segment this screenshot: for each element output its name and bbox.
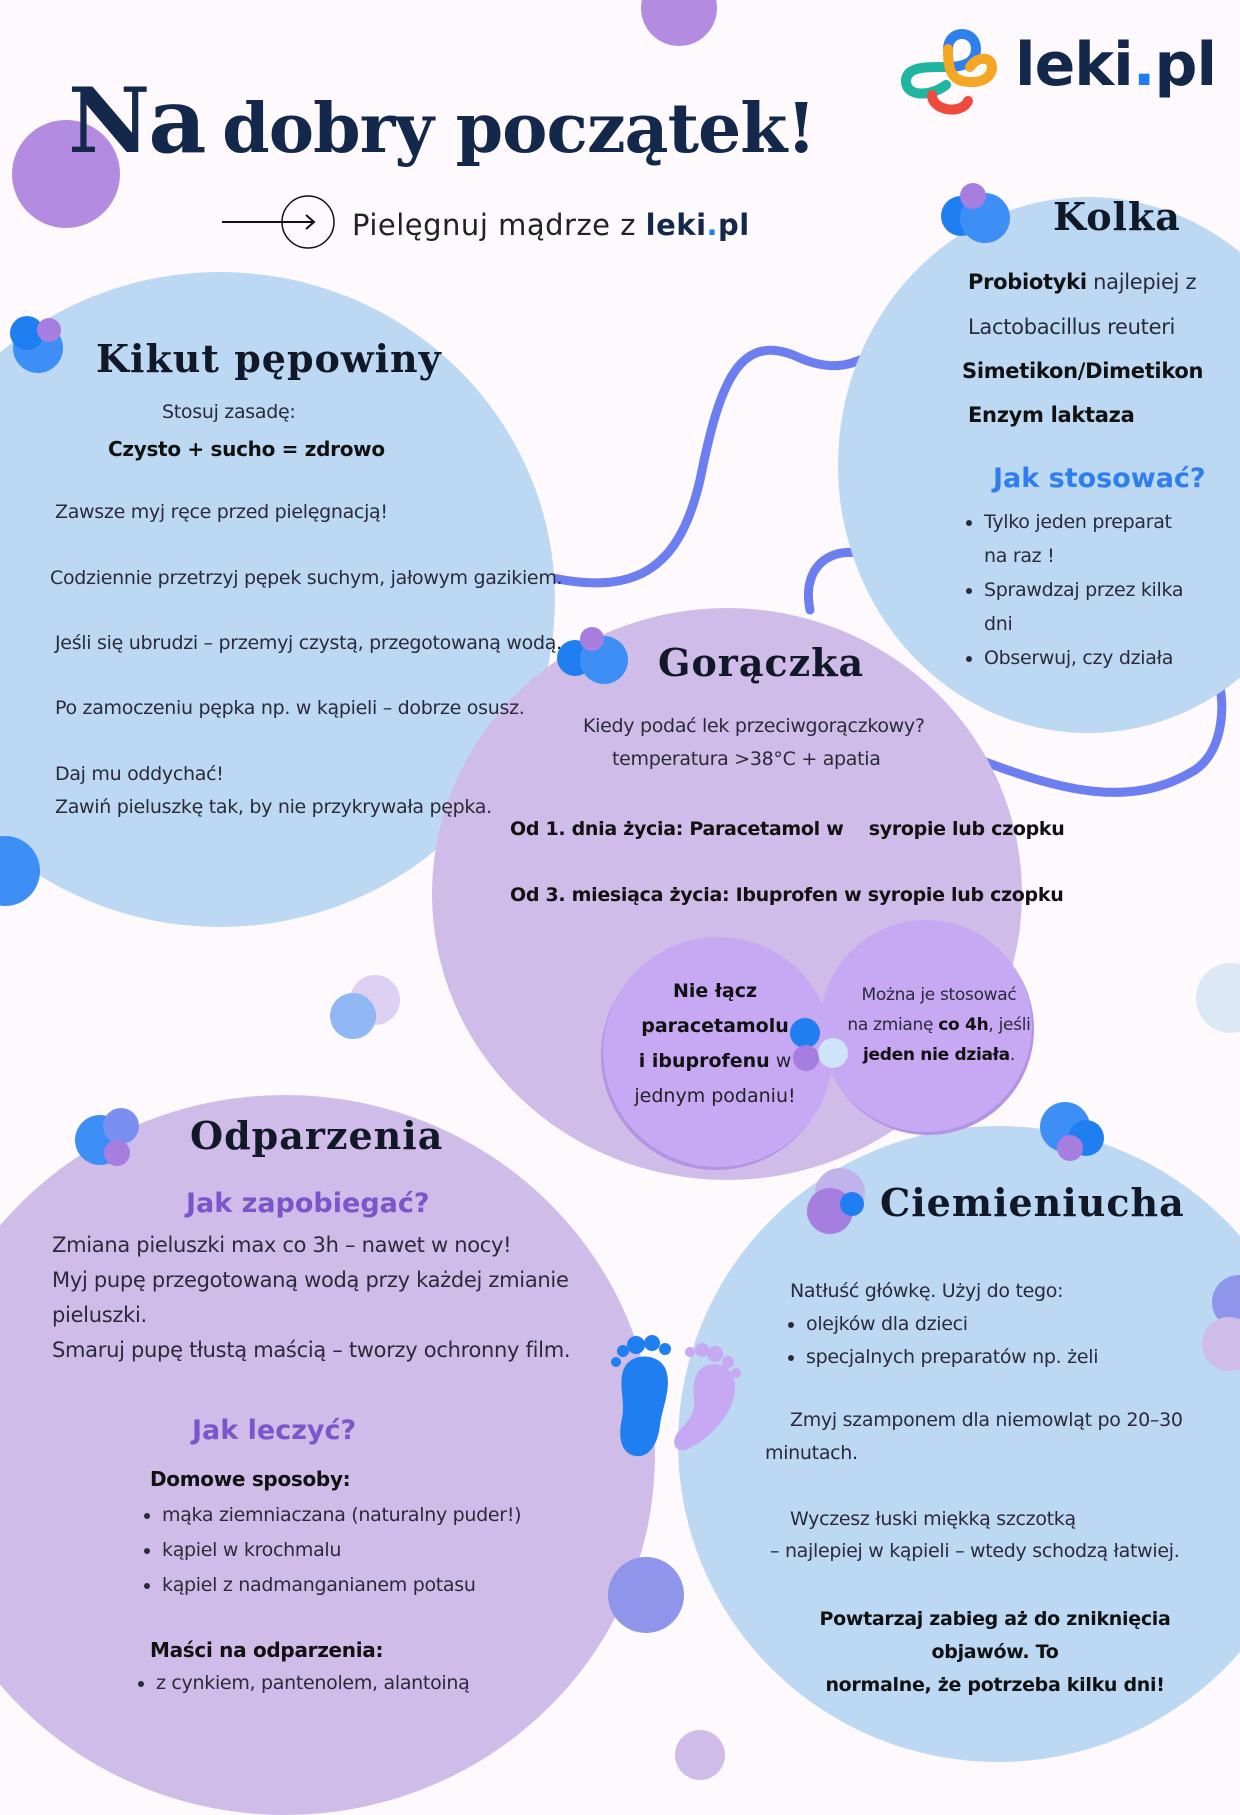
odparzenia-ointments-title: Maści na odparzenia: [150,1638,384,1662]
odparzenia-treat-title: Jak leczyć? [192,1415,357,1446]
ciemieniucha-wash: Zmyj szamponem dla niemowląt po 20–30 [790,1409,1183,1431]
ciemieniucha-brush: Wyczesz łuski miękką szczotką [790,1508,1076,1530]
ciemieniucha-title: Ciemieniucha [880,1180,1185,1225]
decor-dot [675,1730,725,1780]
kikut-title: Kikut pępowiny [96,336,442,381]
brand-part1: leki [1015,30,1133,100]
ciemieniucha-intro: Natłuść główkę. Użyj do tego: [790,1280,1064,1302]
ciemieniucha-bullet: • specjalnych preparatów np. żeli [806,1341,1098,1374]
kikut-tip: Po zamoczeniu pępka np. w kąpieli – dobrze osusz. [55,697,525,719]
ciemieniucha-brush-line2: – najlepiej w kąpieli – wtedy schodzą łatwiej. [770,1540,1180,1562]
tagline [352,208,750,242]
decor-dot [103,1108,139,1144]
goraczka-warning: Nie łącz paracetamolu i ibuprofenu w jednym podaniu! [634,980,796,1107]
kikut-tip: Codziennie przetrzyj pępek suchym, jałowym gazikiem. [50,567,563,589]
odparzenia-home-item: • mąka ziemniaczana (naturalny puder!) [162,1498,521,1533]
decor-dot [1057,1135,1083,1161]
kolka-bullets [958,505,1183,675]
odparzenia-home-list [136,1498,521,1603]
baby-feet-icon [608,1310,768,1460]
kolka-bullet: • Sprawdzaj przez kilka dni [984,573,1183,641]
kikut-tip: Zawsze myj ręce przed pielęgnacją! [55,501,388,523]
odparzenia-prevent-item: Myj pupę przegotowaną wodą przy każdej zmianie [52,1268,569,1292]
goraczka-rule-paracetamol: Od 1. dnia życia: Paracetamol w syropie lub czopku [510,818,1065,840]
kikut-tip: Daj mu oddychać! [55,763,224,785]
kikut-tip: Jeśli się ubrudzi – przemyj czystą, przegotowaną wodą. [55,632,562,654]
kolka-probiotyki: Probiotyki najlepiej z [968,270,1197,294]
odparzenia-home-item: • kąpiel w krochmalu [162,1533,521,1568]
leki-logo-icon [892,15,1004,125]
odparzenia-prevent-title: Jak zapobiegać? [186,1188,430,1219]
brand-part2: pl [1154,30,1217,100]
ciemieniucha-repeat: Powtarzaj zabieg aż do zniknięcia objawów. To normalne, że potrzeba kilku dni! [819,1608,1171,1696]
kolka-bullet: • Tylko jeden preparat na raz ! [984,505,1183,573]
kolka-probiotyki-line2: Lactobacillus reuteri [968,315,1176,339]
kolka-title: Kolka [1053,194,1181,239]
tagline-brand: leki.pl [645,208,750,242]
decor-dot [37,318,61,342]
tagline-text: Pielęgnuj mądrze z [352,208,636,242]
odparzenia-ointments-list [130,1666,469,1701]
kikut-rule: Czysto + sucho = zdrowo [108,437,385,461]
title-rest: dobry początek! [222,89,816,169]
kolka-bullet: • Obserwuj, czy działa [984,641,1183,675]
ciemieniucha-bullets [780,1308,1098,1374]
goraczka-rule-ibuprofen: Od 3. miesiąca życia: Ibuprofen w syropie lub czopku [510,884,1064,906]
kolka-item-simetikon: Simetikon/Dimetikon [962,359,1204,383]
page-title [68,68,815,174]
kolka-item-laktaza: Enzym laktaza [968,403,1135,427]
brand-name [1015,30,1216,100]
kikut-tip: Zawiń pieluszkę tak, by nie przykrywała pępka. [55,796,492,818]
decor-dot [608,1557,684,1633]
odparzenia-prevent-item: Zmiana pieluszki max co 3h – nawet w nocy! [52,1233,512,1257]
ciemieniucha-bullet: • olejków dla dzieci [806,1308,1098,1341]
decor-dot [960,183,986,209]
odparzenia-home-title: Domowe sposoby: [150,1467,351,1491]
odparzenia-prevent-item: pieluszki. [52,1303,147,1327]
title-word1: Na [68,68,205,174]
odparzenia-title: Odparzenia [190,1113,444,1158]
ciemieniucha-wash-line2: minutach. [765,1442,858,1464]
goraczka-criteria: temperatura >38°C + apatia [612,748,881,770]
decor-dot [104,1140,130,1166]
arrow-icon [220,193,340,251]
odparzenia-prevent-item: Smaruj pupę tłustą maścią – tworzy ochronny film. [52,1338,571,1362]
kikut-rule-intro: Stosuj zasadę: [162,401,296,423]
goraczka-alternate: Można je stosować na zmianę co 4h, jeśli jeden nie działa. [847,985,1031,1065]
kolka-how-title: Jak stosować? [993,463,1206,494]
brand-dot: . [1132,30,1155,100]
goraczka-title: Gorączka [658,640,865,685]
decor-dot [580,627,604,651]
odparzenia-ointment-item: • z cynkiem, pantenolem, alantoiną [156,1666,469,1701]
odparzenia-home-item: • kąpiel z nadmanganianem potasu [162,1568,521,1603]
decor-dot [840,1192,864,1216]
decor-dot [330,993,376,1039]
goraczka-question: Kiedy podać lek przeciwgorączkowy? [583,715,925,737]
